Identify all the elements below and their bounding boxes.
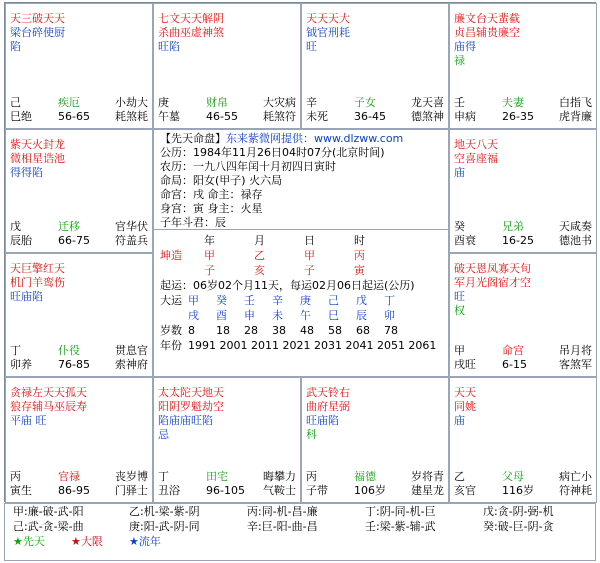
palace-name: 迁移 <box>58 220 80 233</box>
star-line: 天巨擎红天 <box>10 262 65 275</box>
pillar-head-row: 年 月 日 时 <box>204 234 365 247</box>
palace-footer <box>158 470 296 498</box>
star-list <box>158 12 224 54</box>
palace-wei <box>301 3 449 129</box>
palace-si <box>5 3 153 129</box>
palace-wu <box>153 3 301 129</box>
palace-gods: 龙天喜 <box>411 96 444 109</box>
legend-row <box>5 534 595 549</box>
bazi-section <box>154 230 448 378</box>
palace-state: 子带 <box>306 484 328 497</box>
star-line: 旺陷 <box>158 40 180 53</box>
palace-gods-2: 德煞神 <box>411 110 444 123</box>
palace-you <box>449 129 597 253</box>
star-line: 旺 <box>454 290 465 303</box>
ziwei-chart <box>4 2 596 502</box>
star-line: 七文天天解阴 <box>158 12 224 25</box>
palace-name: 福德 <box>354 470 376 483</box>
palace-range: 116岁 <box>502 484 534 497</box>
shen-gong: 身宫：寅 身主：火星 <box>160 202 263 215</box>
dayun-gan-row: 大运 甲 癸 壬 辛 庚 己 戊 丁 <box>160 294 395 307</box>
palace-stem: 丁 <box>10 344 21 357</box>
palace-gods: 小劫大 <box>115 96 148 109</box>
legend-liunian: ★流年 <box>129 535 161 548</box>
palace-state: 戌旺 <box>454 358 476 371</box>
star-line: 空喜座福 <box>454 152 498 165</box>
palace-gods-2: 建星龙 <box>411 484 444 497</box>
palace-gods: 岁将青 <box>411 470 444 483</box>
star-list <box>10 386 87 428</box>
star-line: 地天八天 <box>454 138 498 151</box>
dayun-zhi-row: 戌 酉 申 未 午 巳 辰 卯 <box>188 309 395 322</box>
palace-range: 86-95 <box>58 484 90 497</box>
palace-footer <box>306 470 444 498</box>
palace-state: 巳绝 <box>10 110 32 123</box>
star-list <box>306 12 350 54</box>
pillar-gan-row: 坤造 甲 乙 甲 丙 <box>160 249 365 262</box>
star-line: 同姚 <box>454 400 476 413</box>
palace-stem: 庚 <box>158 96 169 109</box>
palace-footer <box>10 344 148 372</box>
palace-gods: 大灾病 <box>263 96 296 109</box>
palace-name: 兄弟 <box>502 220 524 233</box>
star-list <box>454 262 531 318</box>
star-line: 旺庙陷 <box>10 290 43 303</box>
palace-footer <box>158 96 296 124</box>
palace-state: 丑浴 <box>158 484 180 497</box>
palace-footer <box>10 96 148 124</box>
birth-info <box>154 130 448 230</box>
star-list <box>10 12 65 54</box>
star-line: 军月光阁宿才空 <box>454 276 531 289</box>
palace-stem: 辛 <box>306 96 317 109</box>
star-line: 杀曲巫虚神煞 <box>158 26 224 39</box>
palace-zi <box>301 377 449 503</box>
palace-stem: 癸 <box>454 220 465 233</box>
palace-stem: 壬 <box>454 96 465 109</box>
palace-range: 46-55 <box>206 110 238 123</box>
palace-hai <box>449 377 597 503</box>
star-line: 庙得 <box>454 40 476 53</box>
palace-footer <box>10 220 148 248</box>
palace-range: 96-105 <box>206 484 245 497</box>
year-row: 年份 1991 2001 2011 2021 2031 2041 2051 2061 <box>160 339 437 352</box>
palace-xu <box>449 253 597 377</box>
center-panel <box>153 129 449 377</box>
palace-gods: 天咸奏 <box>559 220 592 233</box>
palace-state: 午墓 <box>158 110 180 123</box>
palace-name: 疾厄 <box>58 96 80 109</box>
palace-name: 官禄 <box>58 470 80 483</box>
ming-ju: 命局：阳女(甲子) 火六局 <box>160 174 283 187</box>
star-line: 平庙 旺 <box>10 414 47 427</box>
palace-state: 申病 <box>454 110 476 123</box>
pillar-zhi-row: 子 亥 子 寅 <box>204 264 365 277</box>
qiyun-line: 起运：06岁02个月11天，每运02月06日起运(公历) <box>160 279 415 292</box>
star-line: 紫天火封龙 <box>10 138 65 151</box>
star-list <box>454 12 520 68</box>
star-list <box>454 138 498 180</box>
palace-state: 亥官 <box>454 484 476 497</box>
palace-yin <box>5 377 153 503</box>
star-line: 机门羊鸾伤 <box>10 276 65 289</box>
star-line: 梁台碎使厨 <box>10 26 65 39</box>
palace-footer <box>454 220 592 248</box>
palace-gods-2: 耗煞耗 <box>115 110 148 123</box>
star-list <box>10 138 65 180</box>
star-line: 庙 <box>454 414 465 427</box>
palace-footer <box>306 96 444 124</box>
palace-range: 56-65 <box>58 110 90 123</box>
star-line: 禄 <box>454 54 465 67</box>
palace-stem: 甲 <box>454 344 465 357</box>
star-list <box>10 262 65 304</box>
star-list <box>454 386 476 428</box>
legend-daxian: ★大限 <box>71 535 103 548</box>
palace-name: 命宫 <box>502 344 524 357</box>
palace-range: 106岁 <box>354 484 386 497</box>
palace-gods-2: 符盖兵 <box>115 234 148 247</box>
star-line: 旺庙陷 <box>306 414 339 427</box>
palace-chen <box>5 129 153 253</box>
palace-footer <box>10 470 148 498</box>
star-line: 科 <box>306 428 317 441</box>
palace-mao <box>5 253 153 377</box>
palace-range: 6-15 <box>502 358 527 371</box>
palace-stem: 丙 <box>306 470 317 483</box>
palace-stem: 戊 <box>10 220 21 233</box>
palace-range: 76-85 <box>58 358 90 371</box>
palace-footer <box>454 344 592 372</box>
palace-gods: 白指飞 <box>559 96 592 109</box>
palace-name: 子女 <box>354 96 376 109</box>
palace-state: 寅生 <box>10 484 32 497</box>
palace-gods-2: 虎背廉 <box>559 110 592 123</box>
star-line: 曲府星弼 <box>306 400 350 413</box>
palace-range: 36-45 <box>354 110 386 123</box>
palace-gods-2: 门驿士 <box>115 484 148 497</box>
palace-state: 卯养 <box>10 358 32 371</box>
star-line: 钺官刑耗 <box>306 26 350 39</box>
star-line: 廉文台天蜚截 <box>454 12 520 25</box>
palace-name: 仆役 <box>58 344 80 357</box>
star-list <box>306 386 350 442</box>
star-line: 狼存辅马巫辰寿 <box>10 400 87 413</box>
sihua-row-1: 甲:廉-破-武-阳 乙:机-梁-紫-阴 丙:同-机-昌-廉 丁:阴-同-机-巨 戊:贪-阴-弼-机 <box>13 505 554 518</box>
star-line: 太太陀天地天 <box>158 386 224 399</box>
star-line: 微相星诰池 <box>10 152 65 165</box>
palace-gods: 丧岁博 <box>115 470 148 483</box>
star-line: 武天铃右 <box>306 386 350 399</box>
palace-gods: 晦攀力 <box>263 470 296 483</box>
palace-stem: 乙 <box>454 470 465 483</box>
star-line: 阳阴罗魁劫空 <box>158 400 224 413</box>
palace-stem: 丁 <box>158 470 169 483</box>
palace-gods-2: 德池书 <box>559 234 592 247</box>
star-line: 贪禄左天天孤天 <box>10 386 87 399</box>
palace-name: 田宅 <box>206 470 228 483</box>
palace-chou <box>153 377 301 503</box>
lunar-date: 农历：一九八四年闰十月初四日寅时 <box>160 160 336 173</box>
sihua-row-2: 己:武-贪-梁-曲 庚:阳-武-阴-同 辛:巨-阳-曲-昌 壬:梁-紫-辅-武 癸:破-巨-阴-贪 <box>13 520 554 533</box>
palace-range: 16-25 <box>502 234 534 247</box>
palace-state: 辰胎 <box>10 234 32 247</box>
palace-gods-2: 气鞍士 <box>263 484 296 497</box>
palace-state: 酉衰 <box>454 234 476 247</box>
palace-range: 26-35 <box>502 110 534 123</box>
star-line: 贞昌辅贵廉空 <box>454 26 520 39</box>
palace-stem: 己 <box>10 96 21 109</box>
star-line: 旺 <box>306 40 317 53</box>
palace-name: 父母 <box>502 470 524 483</box>
star-line: 天天 <box>454 386 476 399</box>
palace-name: 夫妻 <box>502 96 524 109</box>
palace-gods-2: 索神府 <box>115 358 148 371</box>
palace-gods-2: 耗煞符 <box>263 110 296 123</box>
star-line: 忌 <box>158 428 169 441</box>
star-line: 陷庙庙旺陷 <box>158 414 213 427</box>
palace-gods-2: 客煞军 <box>559 358 592 371</box>
sihua-table <box>4 503 596 561</box>
star-line: 权 <box>454 304 465 317</box>
palace-gods-2: 符神耗 <box>559 484 592 497</box>
palace-shen <box>449 3 597 129</box>
site-link[interactable]: 东来紫微网提供：www.dlzww.com <box>226 132 404 145</box>
age-row: 岁数 8 18 28 38 48 58 68 78 <box>160 324 398 337</box>
star-list <box>158 386 224 442</box>
dou-jun: 子年斗君：辰 <box>160 216 226 229</box>
palace-gods: 吊月将 <box>559 344 592 357</box>
legend-xiantian: ★先天 <box>13 535 45 548</box>
star-line: 破天恩凤寡天旬 <box>454 262 531 275</box>
palace-stem: 丙 <box>10 470 21 483</box>
star-line: 天天天大 <box>306 12 350 25</box>
palace-name: 财帛 <box>206 96 228 109</box>
palace-gods: 官华伏 <box>115 220 148 233</box>
palace-state: 未死 <box>306 110 328 123</box>
palace-gods: 贯息官 <box>115 344 148 357</box>
palace-footer <box>454 470 592 498</box>
star-line: 天三破天天 <box>10 12 65 25</box>
star-line: 庙 <box>454 166 465 179</box>
chart-title: 【先天命盘】 <box>160 132 226 145</box>
star-line: 得得陷 <box>10 166 43 179</box>
solar-date: 公历：1984年11月26日04时07分(北京时间) <box>160 146 385 159</box>
star-line: 陷 <box>10 40 21 53</box>
palace-gods: 病亡小 <box>559 470 592 483</box>
palace-footer <box>454 96 592 124</box>
ming-gong: 命宫：戌 命主：禄存 <box>160 188 263 201</box>
palace-range: 66-75 <box>58 234 90 247</box>
